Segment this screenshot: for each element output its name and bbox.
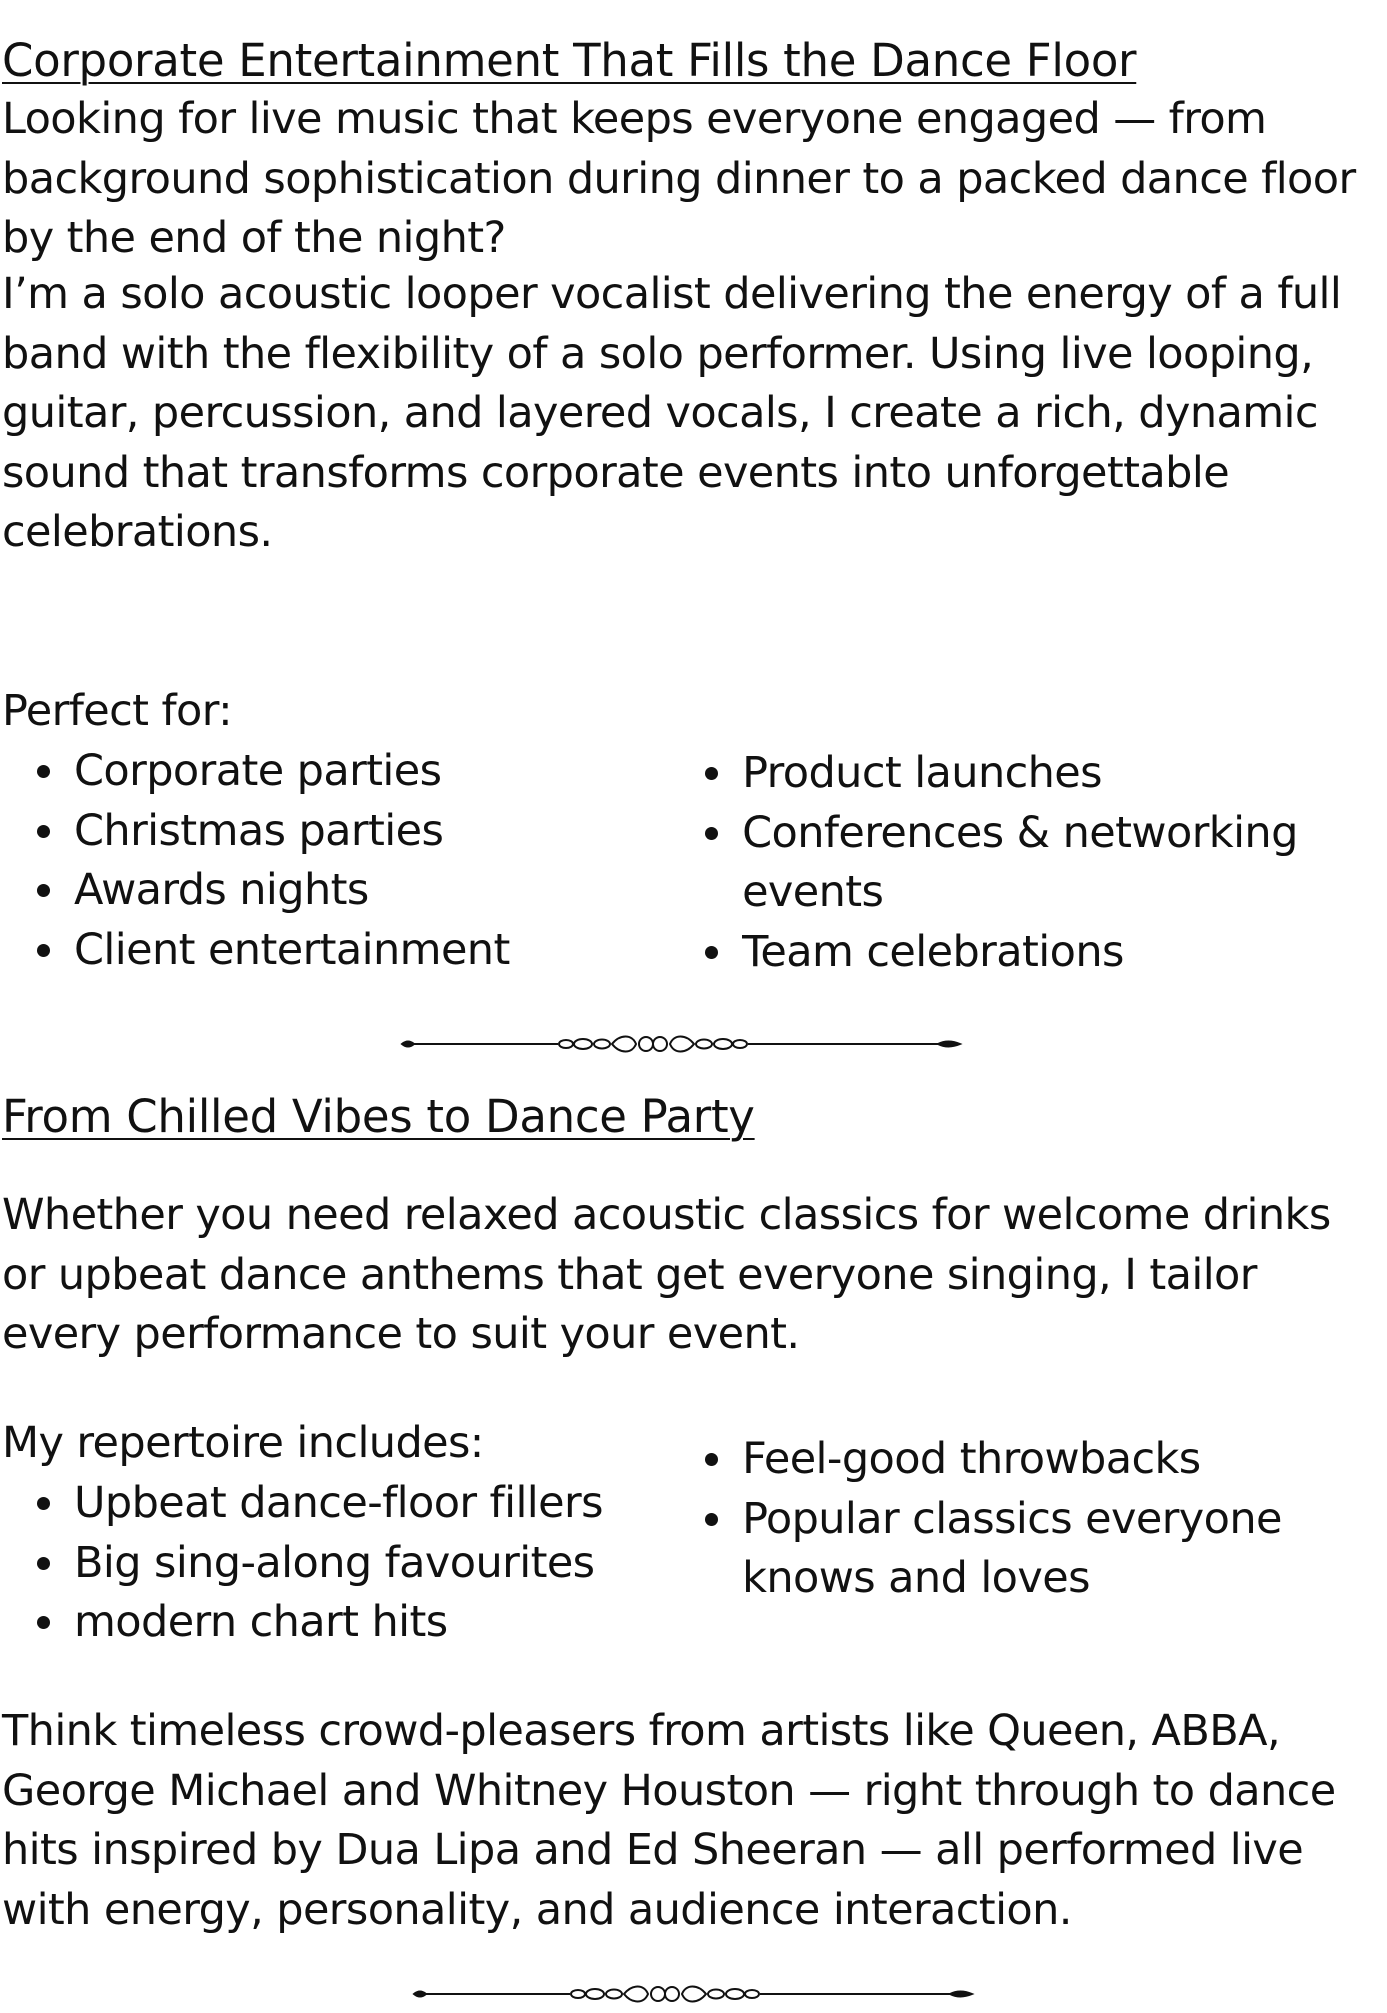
list-item: Big sing-along favourites <box>74 1534 670 1594</box>
tailored-performance-paragraph: Whether you need relaxed acoustic classics for welcome drinks or upbeat dance anthems that get everyone singing, I tailor every performance to suit your event. <box>2 1190 1331 1359</box>
repertoire-left <box>2 1474 670 1653</box>
ornament-flourish-icon <box>412 1980 978 2008</box>
event-types-right <box>670 744 1382 982</box>
event-types-list <box>2 742 1382 982</box>
list-item: Popular classics everyone knows and loves <box>742 1490 1382 1609</box>
performer-description: I’m a solo acoustic looper vocalist delivering the energy of a full band with the flexibility of a solo performer. Using live looping, guitar, percussion, and layered vocals, I create a rich, dynamic sound that transforms corporate events into unforgettable celebrations. <box>2 269 1342 557</box>
list-item: Upbeat dance-floor fillers <box>74 1474 670 1534</box>
list-item: Feel-good throwbacks <box>742 1430 1382 1490</box>
list-item: Product launches <box>742 744 1382 804</box>
list-item: Client entertainment <box>74 921 670 981</box>
event-types-left <box>2 742 670 982</box>
list-item: Corporate parties <box>74 742 670 802</box>
ornament-flourish-icon <box>400 1030 966 1058</box>
ornamental-divider <box>400 1030 966 1063</box>
list-item: modern chart hits <box>74 1593 670 1653</box>
list-item: Team celebrations <box>742 923 1382 983</box>
repertoire-right <box>670 1430 1382 1653</box>
perfect-for-label: Perfect for: <box>2 686 232 736</box>
section-heading-repertoire: From Chilled Vibes to Dance Party <box>2 1090 755 1143</box>
list-item: Christmas parties <box>74 802 670 862</box>
intro-paragraph: Looking for live music that keeps everyone engaged — from background sophistication during dinner to a packed dance floor by the end of the night? <box>2 94 1356 263</box>
artists-paragraph: Think timeless crowd-pleasers from artists like Queen, ABBA, George Michael and Whitney Houston — right through to dance hits inspired by Dua Lipa and Ed Sheeran — all performed live with energy, personality, and audience interaction. <box>2 1706 1336 1935</box>
ornamental-divider <box>412 1980 978 2013</box>
list-item: Conferences & networking events <box>742 804 1382 923</box>
repertoire-label: My repertoire includes: <box>2 1418 484 1468</box>
section-heading-corporate: Corporate Entertainment That Fills the Dance Floor <box>2 34 1137 87</box>
list-item: Awards nights <box>74 861 670 921</box>
